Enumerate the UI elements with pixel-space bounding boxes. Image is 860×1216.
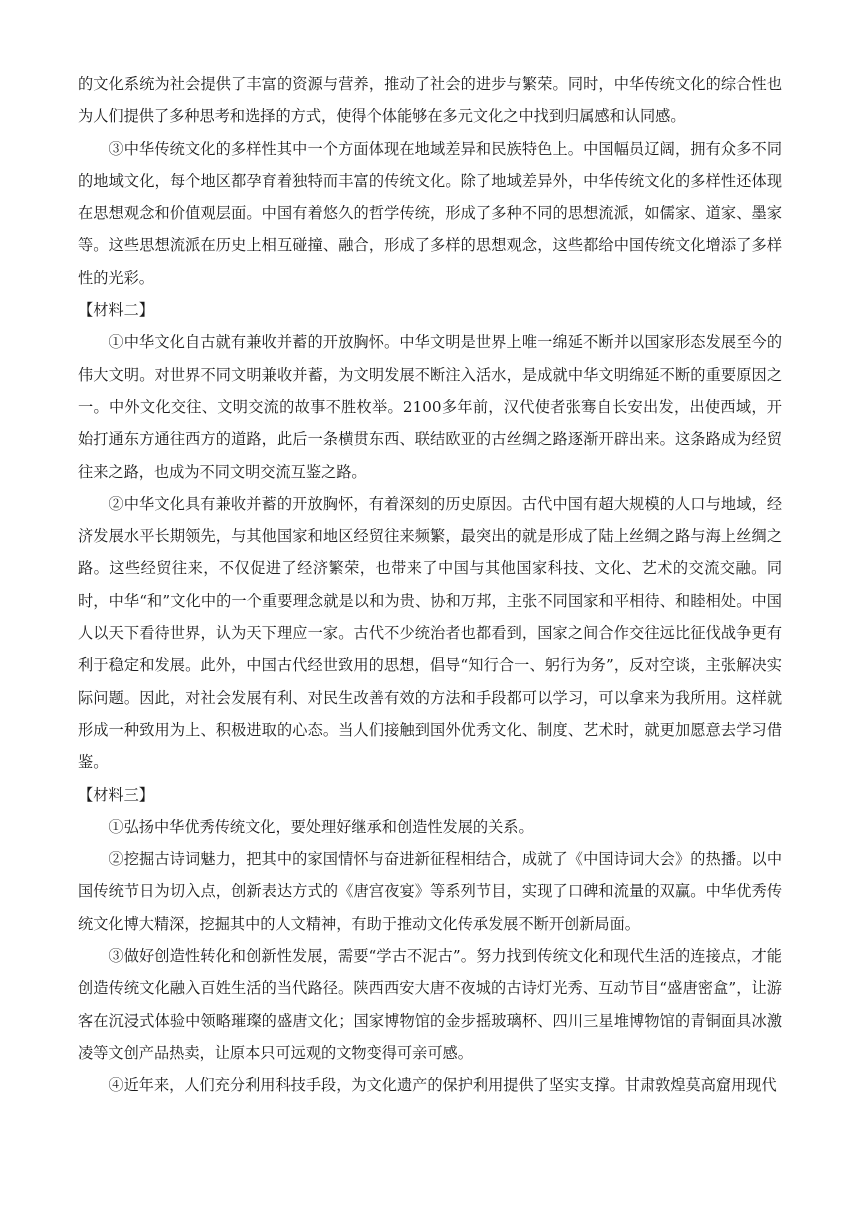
paragraph-material2-item2: ②中华文化具有兼收并蓄的开放胸怀，有着深刻的历史原因。古代中国有超大规模的人口与地域，经济发展水平长期领先，与其他国家和地区经贸往来频繁，最突出的就是形成了陆上丝绸之路与海上丝绸之路。这些经贸往来，不仅促进了经济繁荣，也带来了中国与其他国家科技、文化、艺术的交流交融。同时，中华“和”文化中的一个重要理念就是以和为贵、协和万邦，主张不同国家和平相待、和睦相处。中国人以天下看待世界，认为天下理应一家。古代不少统治者也都看到，国家之间合作交往远比征伐战争更有利于稳定和发展。此外，中国古代经世致用的思想，倡导“知行合一、躬行为务”，反对空谈，主张解决实际问题。因此，对社会发展有利、对民生改善有效的方法和手段都可以学习，可以拿来为我所用。这样就形成一种致用为上、积极进取的心态。当人们接触到国外优秀文化、制度、艺术时，就更加愿意去学习借鉴。 xyxy=(78,494,782,772)
paragraph-material1-continued: 的文化系统为社会提供了丰富的资源与营养，推动了社会的进步与繁荣。同时，中华传统文化的综合性也为人们提供了多种思考和选择的方式，使得个体能够在多元文化之中找到归属感和认同感。 xyxy=(78,75,782,126)
section-heading-material2: 【材料二】 xyxy=(78,301,154,320)
section-heading-material3: 【材料三】 xyxy=(78,785,154,804)
document-page xyxy=(78,68,782,1102)
paragraph-material1-item3: ③中华传统文化的多样性其中一个方面体现在地域差异和民族特色上。中国幅员辽阔，拥有众多不同的地域文化，每个地区都孕育着独特而丰富的传统文化。除了地域差异外，中华传统文化的多样性还体现在思想观念和价值观层面。中国有着悠久的哲学传统，形成了多种不同的思想流派，如儒家、道家、墨家等。这些思想流派在历史上相互碰撞、融合，形成了多样的思想观念，这些都给中国传统文化增添了多样性的光彩。 xyxy=(78,139,782,287)
paragraph-material3-item1: ①弘扬中华优秀传统文化，要处理好继承和创造性发展的关系。 xyxy=(108,817,534,836)
paragraph-material3-item3: ③做好创造性转化和创新性发展，需要“学古不泥古”。努力找到传统文化和现代生活的连接点，才能创造传统文化融入百姓生活的当代路径。陕西西安大唐不夜城的古诗灯光秀、互动节目“盛唐密盒”，让游客在沉浸式体验中领略璀璨的盛唐文化；国家博物馆的金步摇玻璃杯、四川三星堆博物馆的青铜面具冰激凌等文创产品热卖，让原本只可远观的文物变得可亲可感。 xyxy=(78,947,782,1062)
paragraph-material3-item4: ④近年来，人们充分利用科技手段，为文化遗产的保护利用提供了坚实支撑。甘肃敦煌莫高窟用现代 xyxy=(108,1076,777,1095)
paragraph-material2-item1: ①中华文化自古就有兼收并蓄的开放胸怀。中华文明是世界上唯一绵延不断并以国家形态发展至今的伟大文明。对世界不同文明兼收并蓄，为文明发展不断注入活水，是成就中华文明绵延不断的重要原因之一。中外文化交往、文明交流的故事不胜枚举。2100多年前，汉代使者张骞自长安出发，出使西域，开始打通东方通往西方的道路，此后一条横贯东西、联结欧亚的古丝绸之路逐渐开辟出来。这条路成为经贸往来之路，也成为不同文明交流互鉴之路。 xyxy=(78,333,782,481)
paragraph-material3-item2: ②挖掘古诗词魅力，把其中的家国情怀与奋进新征程相结合，成就了《中国诗词大会》的热播。以中国传统节日为切入点，创新表达方式的《唐宫夜宴》等系列节目，实现了口碑和流量的双赢。中华优秀传统文化博大精深，挖掘其中的人文精神，有助于推动文化传承发展不断开创新局面。 xyxy=(78,850,782,933)
